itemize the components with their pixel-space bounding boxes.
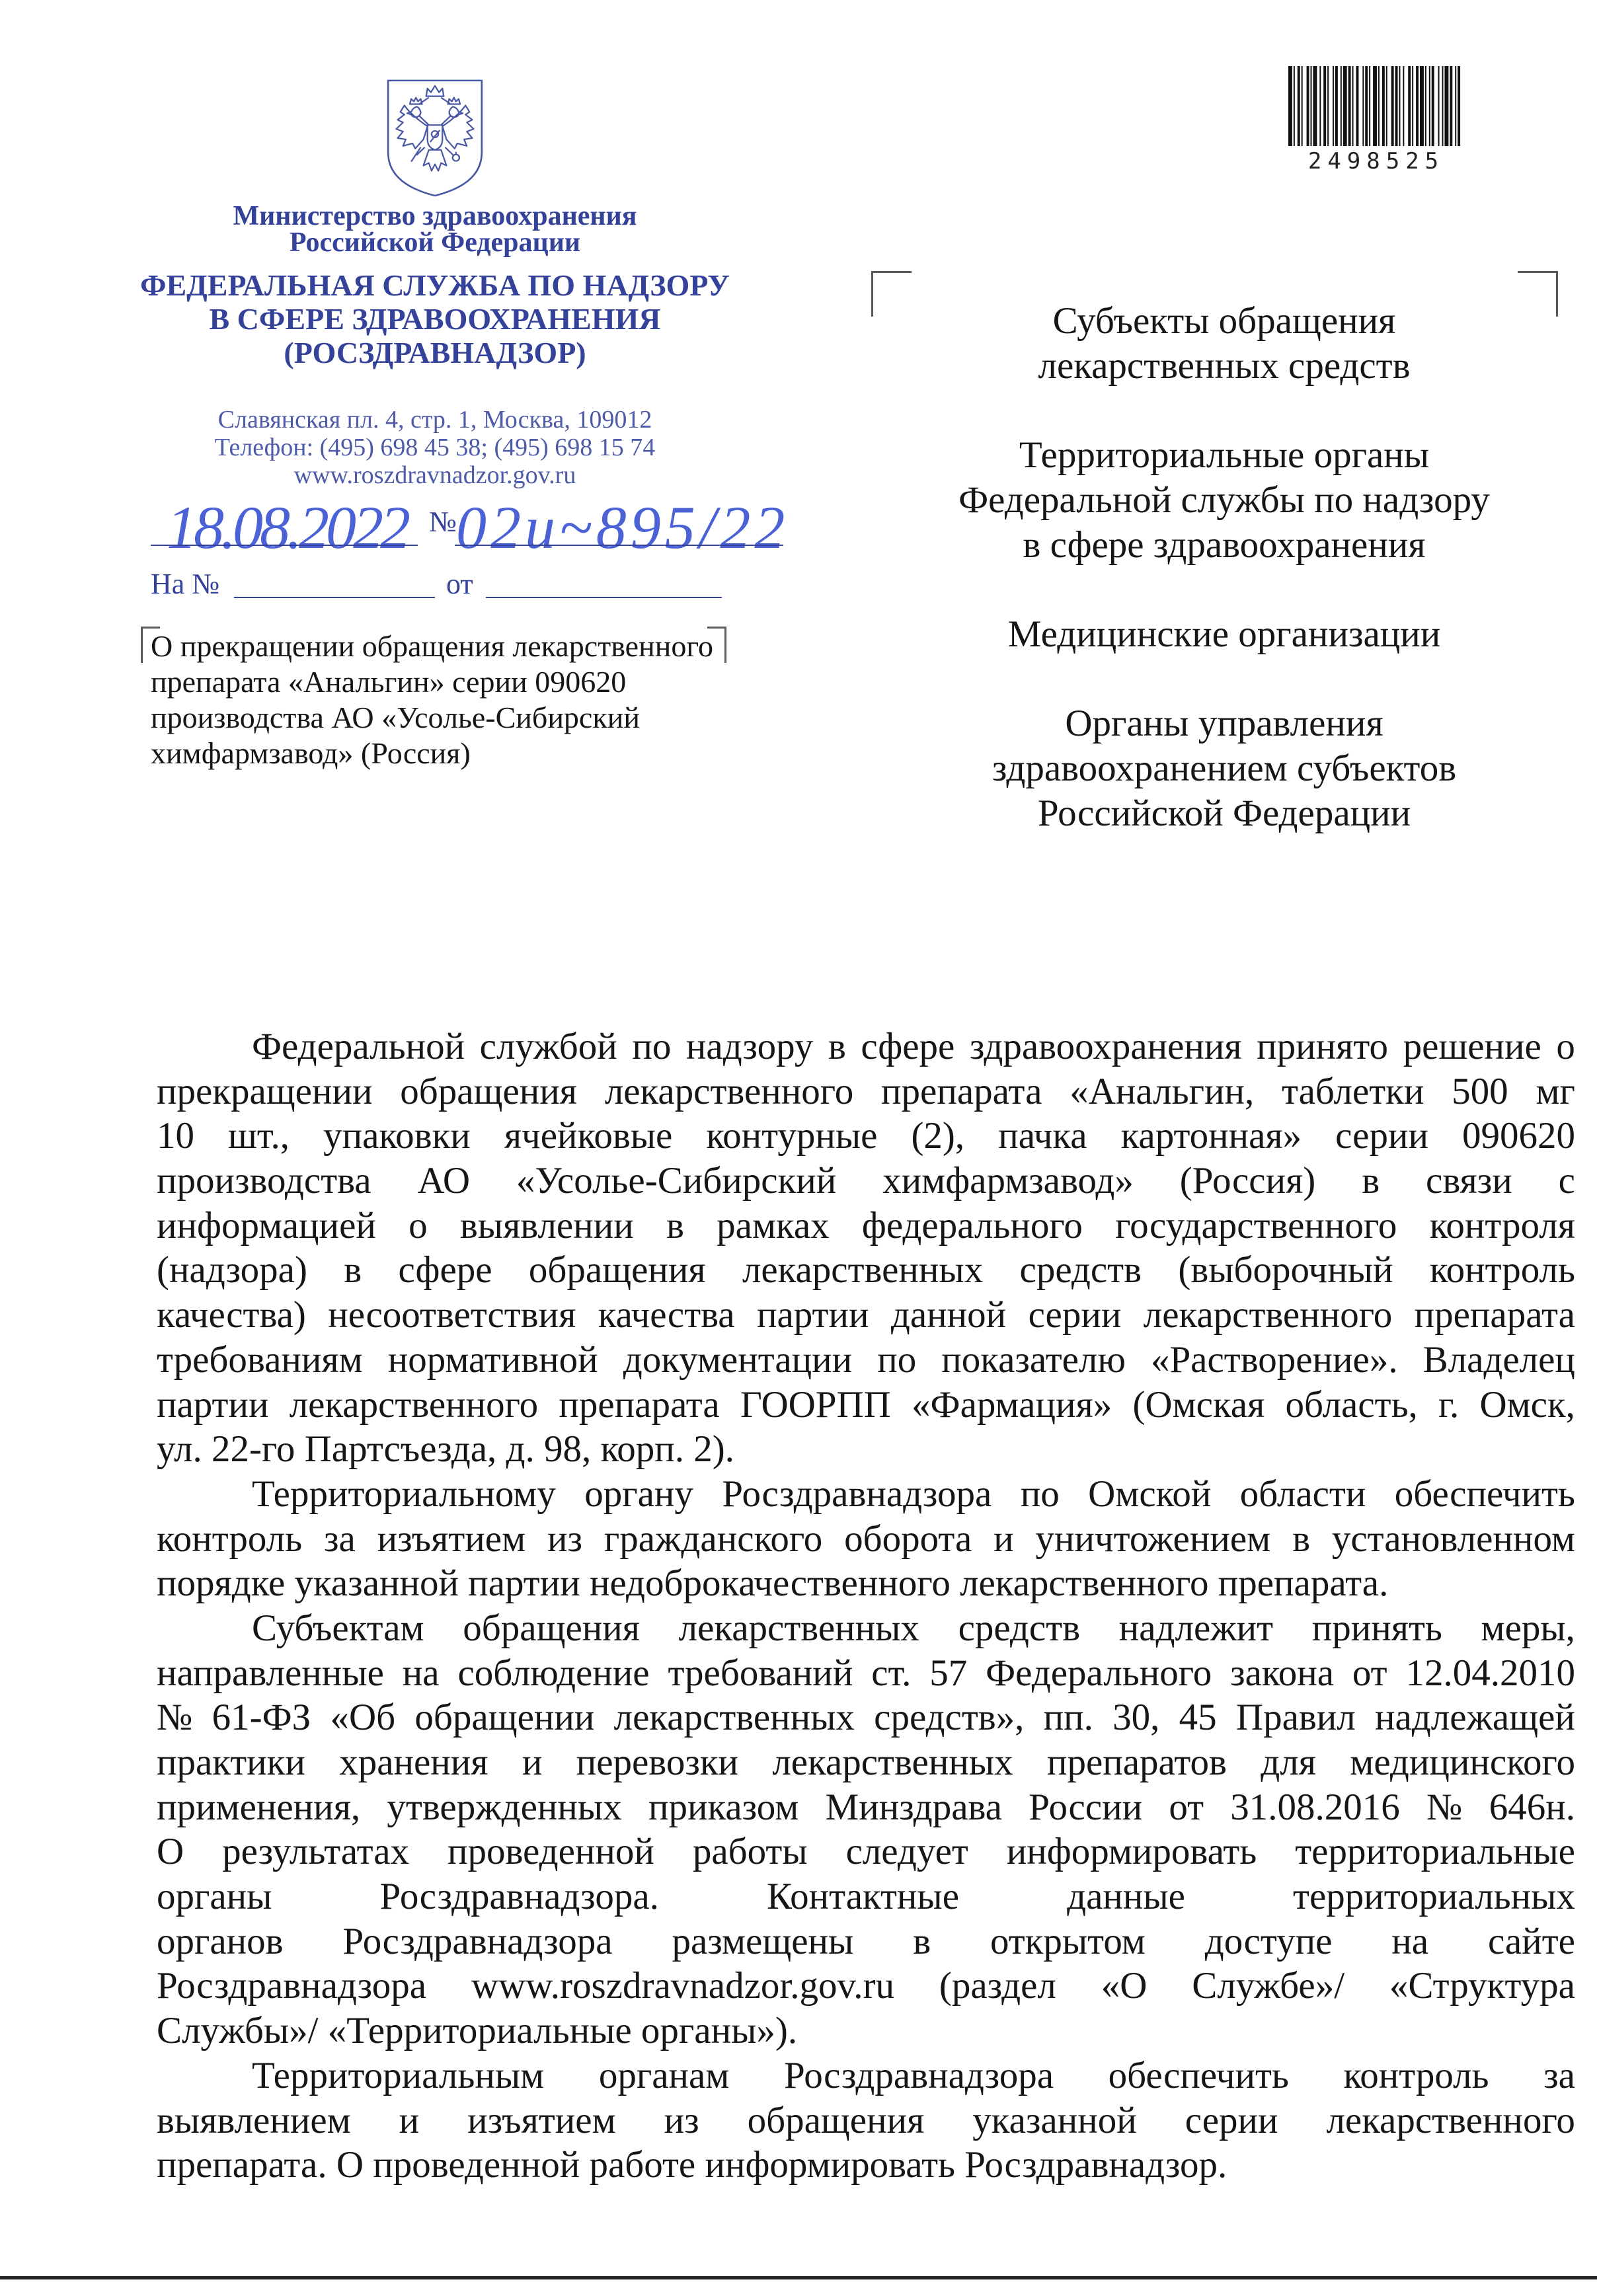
word: лекарственного bbox=[1143, 1294, 1393, 1336]
word: в bbox=[828, 1026, 846, 1067]
word: серии bbox=[1335, 1115, 1428, 1157]
word: лекарственного bbox=[1326, 2099, 1575, 2141]
word: направленные bbox=[157, 1652, 384, 1694]
word: «Фармация» bbox=[912, 1383, 1112, 1426]
barcode-bar bbox=[1395, 66, 1398, 146]
barcode-bar bbox=[1352, 66, 1354, 146]
word: уничтожением bbox=[1035, 1517, 1271, 1560]
scan-edge-line bbox=[0, 2276, 1597, 2279]
word: для bbox=[1261, 1741, 1316, 1783]
word: области bbox=[1239, 1473, 1366, 1515]
word: доступе bbox=[1204, 1920, 1333, 1962]
word: (раздел bbox=[939, 1965, 1056, 2007]
word: территориальные bbox=[1295, 1831, 1575, 1873]
word: препарата bbox=[881, 1070, 1042, 1112]
word: лекарственных bbox=[678, 1607, 919, 1649]
word: и bbox=[993, 1517, 1014, 1560]
barcode-bar bbox=[1442, 66, 1444, 146]
word: практики bbox=[157, 1741, 305, 1783]
body-line bbox=[157, 1964, 1575, 2009]
barcode-bar bbox=[1356, 66, 1358, 146]
word: № bbox=[1426, 1786, 1463, 1828]
word: препарата bbox=[1414, 1294, 1575, 1336]
service-name-line: В СФЕРЕ ЗДРАВООХРАНЕНИЯ bbox=[209, 302, 661, 336]
word: требованиям bbox=[157, 1338, 363, 1381]
word: обеспечить bbox=[1108, 2054, 1289, 2096]
word: за bbox=[1543, 2054, 1575, 2096]
word: Службе»/ bbox=[1192, 1965, 1345, 2007]
barcode-bar bbox=[1420, 66, 1424, 146]
word: о bbox=[409, 1204, 428, 1246]
word: (Омская bbox=[1132, 1383, 1265, 1426]
service-name-line: ФЕДЕРАЛЬНАЯ СЛУЖБА ПО НАДЗОРУ bbox=[139, 268, 730, 302]
word: «Анальгин, bbox=[1070, 1070, 1255, 1112]
reply-number-label: На № bbox=[151, 568, 220, 600]
word: «О bbox=[1101, 1965, 1148, 2007]
barcode-bar bbox=[1399, 66, 1400, 146]
barcode-bar bbox=[1378, 66, 1380, 146]
number-sign: № bbox=[429, 506, 457, 538]
word: пп. bbox=[1043, 1697, 1093, 1739]
word: качества bbox=[598, 1294, 735, 1336]
body-line: Службы»/ «Территориальные органы»). bbox=[157, 2010, 798, 2052]
word: работы bbox=[692, 1831, 808, 1873]
word: на bbox=[402, 1652, 440, 1694]
body-line: порядке указанной партии недоброкачественного лекарственного препарата. bbox=[157, 1562, 1389, 1605]
word: данные bbox=[1067, 1876, 1185, 1918]
word: www.roszdravnadzor.gov.ru bbox=[471, 1965, 894, 2007]
barcode-bar bbox=[1412, 66, 1413, 146]
word: рамках bbox=[717, 1204, 830, 1246]
word: Росздравнадзора bbox=[783, 2054, 1054, 2096]
word: применения, bbox=[157, 1786, 361, 1828]
body-line bbox=[157, 1695, 1575, 1740]
word: средств bbox=[1019, 1249, 1142, 1291]
barcode-bar bbox=[1408, 66, 1411, 146]
word: изъятием bbox=[467, 2099, 616, 2141]
word: препарата bbox=[559, 1383, 720, 1426]
word: лекарственных bbox=[742, 1249, 984, 1291]
word: контурные bbox=[706, 1115, 878, 1157]
word: изъятием bbox=[377, 1517, 526, 1560]
coat-of-arms-icon bbox=[384, 74, 486, 200]
word: обращения bbox=[463, 1607, 640, 1649]
barcode-bar bbox=[1294, 66, 1295, 146]
barcode-number: 2498525 bbox=[1307, 148, 1445, 174]
barcode-bar bbox=[1327, 66, 1329, 146]
subject-line: химфармзавод» (Россия) bbox=[151, 736, 471, 770]
body-line bbox=[157, 1785, 1575, 1830]
subject-line: препарата «Анальгин» серии 090620 bbox=[151, 665, 627, 699]
word: химфармзавод» bbox=[882, 1160, 1134, 1202]
word: лекарственных bbox=[772, 1741, 1013, 1783]
word: картонная» bbox=[1120, 1115, 1302, 1157]
word: перевозки bbox=[576, 1741, 739, 1783]
word: № bbox=[157, 1697, 193, 1739]
body-line bbox=[157, 1338, 1575, 1383]
barcode-bar bbox=[1302, 66, 1303, 146]
word: средств», bbox=[874, 1697, 1025, 1739]
word: 30, bbox=[1112, 1697, 1160, 1739]
barcode-bar bbox=[1341, 66, 1342, 146]
word: принято bbox=[1257, 1026, 1389, 1067]
word: с bbox=[1558, 1160, 1575, 1202]
word: выявлении bbox=[459, 1204, 634, 1246]
barcode-bar bbox=[1382, 66, 1385, 146]
barcode-bar bbox=[1323, 66, 1326, 146]
ministry-name-line: Российской Федерации bbox=[289, 227, 581, 258]
word: указанной bbox=[972, 2099, 1137, 2141]
letter-body bbox=[157, 1024, 1575, 2188]
word: и bbox=[522, 1741, 543, 1783]
word: надзору bbox=[685, 1026, 814, 1067]
word: из bbox=[664, 2099, 699, 2141]
word: г. bbox=[1438, 1383, 1460, 1426]
recipient-line: Органы управления bbox=[1065, 703, 1383, 745]
recipient-line: Территориальные органы bbox=[1019, 434, 1430, 477]
website: www.roszdravnadzor.gov.ru bbox=[293, 461, 576, 489]
body-line: препарата. О проведенной работе информировать Росздравнадзор. bbox=[157, 2144, 1227, 2186]
word: по bbox=[632, 1026, 672, 1067]
word: «Об bbox=[330, 1697, 396, 1739]
word: на bbox=[1391, 1920, 1429, 1962]
word: 10 bbox=[157, 1115, 194, 1157]
barcode-bar bbox=[1455, 66, 1456, 146]
word: соблюдение bbox=[457, 1652, 650, 1694]
barcode-bar bbox=[1373, 66, 1377, 146]
word: решение bbox=[1403, 1026, 1541, 1067]
word: надлежит bbox=[1118, 1607, 1274, 1649]
word: в bbox=[666, 1204, 684, 1246]
word: меры, bbox=[1481, 1607, 1575, 1649]
word: сфере bbox=[861, 1026, 955, 1067]
word: несоответствия bbox=[328, 1294, 576, 1336]
barcode-bar bbox=[1403, 66, 1404, 146]
recipient-line: Субъекты обращения bbox=[1052, 300, 1396, 342]
word: лекарственного bbox=[289, 1383, 539, 1426]
word: связи bbox=[1426, 1160, 1512, 1202]
word: Правил bbox=[1235, 1697, 1356, 1739]
word: серии bbox=[1028, 1294, 1122, 1336]
word: органам bbox=[598, 2054, 730, 2096]
word: прекращении bbox=[157, 1070, 373, 1112]
body-line bbox=[157, 1606, 1575, 1651]
word: 45 bbox=[1179, 1697, 1217, 1739]
word: обеспечить bbox=[1394, 1473, 1575, 1515]
word: мг bbox=[1536, 1070, 1575, 1112]
ministry-name-line: Министерство здравоохранения bbox=[233, 201, 637, 231]
word: Субъектам bbox=[252, 1607, 424, 1649]
barcode-bar bbox=[1313, 66, 1317, 146]
word: препаратов bbox=[1046, 1741, 1227, 1783]
word: «Растворение». bbox=[1150, 1338, 1398, 1381]
body-line: ул. 22-го Партсъезда, д. 98, корп. 2). bbox=[157, 1428, 735, 1471]
recipient-line: Федеральной службы по надзору bbox=[958, 478, 1490, 521]
body-line bbox=[157, 1069, 1575, 1114]
reply-date-label: от bbox=[446, 568, 473, 600]
subject-line: производства АО «Усолье-Сибирский bbox=[151, 701, 640, 734]
barcode-bar bbox=[1288, 66, 1292, 146]
word: надлежащей bbox=[1375, 1697, 1575, 1739]
word: ст. bbox=[871, 1652, 912, 1694]
barcode-bar bbox=[1335, 66, 1338, 146]
word: государственного bbox=[1115, 1204, 1397, 1246]
body-line bbox=[157, 1651, 1575, 1696]
word: лекарственного bbox=[604, 1070, 854, 1112]
word: в bbox=[913, 1920, 931, 1962]
word: следует bbox=[845, 1831, 968, 1873]
word: Контактные bbox=[766, 1876, 960, 1918]
subject-line: О прекращении обращения лекарственного bbox=[151, 629, 714, 663]
handwritten-date: 18.08.2022 bbox=[167, 494, 407, 561]
word: в bbox=[344, 1249, 362, 1291]
barcode-bar bbox=[1386, 66, 1387, 146]
ministry-name bbox=[104, 203, 765, 256]
word: выявлением bbox=[157, 2099, 351, 2141]
phone-numbers: Телефон: (495) 698 45 38; (495) 698 15 74 bbox=[214, 434, 656, 461]
word: обращения bbox=[400, 1070, 578, 1112]
word: таблетки bbox=[1282, 1070, 1424, 1112]
word: Росздравнадзора bbox=[722, 1473, 992, 1515]
word: Росздравнадзора. bbox=[379, 1876, 659, 1918]
word: органов bbox=[157, 1920, 284, 1962]
word: территориальных bbox=[1293, 1876, 1575, 1918]
barcode-bar bbox=[1444, 66, 1448, 146]
word: Росздравнадзора bbox=[342, 1920, 613, 1962]
word: 090620 bbox=[1462, 1115, 1575, 1157]
date-underline bbox=[151, 545, 418, 546]
body-line bbox=[157, 1472, 1575, 1517]
word: ячейковые bbox=[504, 1115, 673, 1157]
barcode-bar bbox=[1307, 66, 1309, 146]
recipient-line: здравоохранением субъектов bbox=[992, 747, 1457, 789]
word: приказом bbox=[648, 1786, 799, 1828]
recipient-group bbox=[886, 612, 1563, 657]
word: информировать bbox=[1006, 1831, 1257, 1873]
word: упаковки bbox=[323, 1115, 471, 1157]
contact-block bbox=[104, 406, 765, 489]
barcode-bar bbox=[1333, 66, 1334, 146]
word: открытом bbox=[990, 1920, 1146, 1962]
word: за bbox=[323, 1517, 356, 1560]
recipient-group bbox=[886, 433, 1563, 567]
word: (выборочный bbox=[1178, 1249, 1393, 1291]
word: средств bbox=[958, 1607, 1081, 1649]
word: обращения bbox=[747, 2099, 925, 2141]
word: проведенной bbox=[447, 1831, 654, 1873]
word: 646н. bbox=[1489, 1786, 1575, 1828]
word: установленном bbox=[1331, 1517, 1575, 1560]
word: Территориальному bbox=[252, 1473, 556, 1515]
word: в bbox=[1292, 1517, 1310, 1560]
recipients-block bbox=[886, 299, 1563, 880]
barcode bbox=[1288, 66, 1464, 146]
word: из bbox=[547, 1517, 583, 1560]
word: партии bbox=[157, 1383, 269, 1426]
word: нормативной bbox=[387, 1338, 598, 1381]
word: оборота bbox=[844, 1517, 972, 1560]
word: партии bbox=[756, 1294, 869, 1336]
word: утвержденных bbox=[387, 1786, 622, 1828]
word: серии bbox=[1185, 2099, 1278, 2141]
body-paragraph bbox=[157, 1024, 1575, 1472]
barcode-bar bbox=[1425, 66, 1426, 146]
body-line bbox=[157, 1517, 1575, 1562]
recipient-line: Медицинские организации bbox=[1007, 613, 1441, 655]
word: и bbox=[399, 2099, 420, 2141]
word: (Россия) bbox=[1179, 1160, 1316, 1202]
barcode-bar bbox=[1365, 66, 1368, 146]
reply-date-field bbox=[486, 597, 722, 598]
word: принять bbox=[1311, 1607, 1442, 1649]
word: Минздрава bbox=[825, 1786, 1002, 1828]
word: шт., bbox=[228, 1115, 290, 1157]
body-paragraph bbox=[157, 2053, 1575, 2188]
barcode-bar bbox=[1432, 66, 1434, 146]
word: медицинского bbox=[1350, 1741, 1575, 1783]
word: органы bbox=[157, 1876, 272, 1918]
word: о bbox=[1556, 1026, 1575, 1067]
recipient-line: в сфере здравоохранения bbox=[1023, 523, 1426, 566]
body-paragraph bbox=[157, 1606, 1575, 2053]
word: Территориальным bbox=[252, 2054, 545, 2096]
body-line bbox=[157, 1248, 1575, 1293]
barcode-bar bbox=[1348, 66, 1351, 146]
body-line bbox=[157, 1829, 1575, 1874]
word: по bbox=[1020, 1473, 1060, 1515]
word: качества) bbox=[157, 1294, 306, 1336]
word: контроля bbox=[1429, 1204, 1575, 1246]
word: информацией bbox=[157, 1204, 376, 1246]
word: хранения bbox=[339, 1741, 488, 1783]
word: результатах bbox=[222, 1831, 410, 1873]
word: (2), bbox=[911, 1115, 965, 1157]
barcode-bar bbox=[1319, 66, 1321, 146]
barcode-bar bbox=[1416, 66, 1419, 146]
word: требований bbox=[668, 1652, 853, 1694]
word: «Структура bbox=[1389, 1965, 1575, 2007]
word: Федерального bbox=[986, 1652, 1212, 1694]
barcode-bar bbox=[1369, 66, 1370, 146]
word: Федеральной bbox=[252, 1026, 465, 1067]
letter-subject bbox=[151, 629, 713, 771]
recipient-group bbox=[886, 701, 1563, 835]
word: 31.08.2016 bbox=[1230, 1786, 1400, 1828]
barcode-bar bbox=[1343, 66, 1347, 146]
word: федерального bbox=[861, 1204, 1083, 1246]
word: АО bbox=[417, 1160, 470, 1202]
barcode-bar bbox=[1438, 66, 1440, 146]
word: 61-ФЗ bbox=[212, 1697, 311, 1739]
recipient-line: лекарственных средств bbox=[1038, 344, 1411, 387]
word: Владелец bbox=[1422, 1338, 1575, 1381]
word: 57 bbox=[929, 1652, 968, 1694]
word: контроль bbox=[1343, 2054, 1489, 2096]
word: от bbox=[1169, 1786, 1204, 1828]
body-line bbox=[157, 1024, 1575, 1069]
word: обращении bbox=[414, 1697, 595, 1739]
word: контроль bbox=[1429, 1249, 1575, 1291]
recipient-group bbox=[886, 299, 1563, 388]
word: Росздравнадзора bbox=[157, 1965, 427, 2007]
word: производства bbox=[157, 1160, 371, 1202]
barcode-bar bbox=[1458, 66, 1460, 146]
word: лекарственных bbox=[613, 1697, 855, 1739]
body-paragraph bbox=[157, 1472, 1575, 1606]
barcode-bar bbox=[1362, 66, 1364, 146]
barcode-bar bbox=[1450, 66, 1452, 146]
word: сфере bbox=[398, 1249, 492, 1291]
handwritten-outgoing-number: 02и~895/22 bbox=[456, 494, 789, 561]
body-line bbox=[157, 2053, 1575, 2098]
word: «Усолье-Сибирский bbox=[516, 1160, 837, 1202]
word: от bbox=[1352, 1652, 1387, 1694]
barcode-bar bbox=[1429, 66, 1430, 146]
word: О bbox=[157, 1831, 184, 1873]
word: здравоохранения bbox=[969, 1026, 1242, 1067]
word: России bbox=[1029, 1786, 1143, 1828]
word: в bbox=[1362, 1160, 1380, 1202]
body-line bbox=[157, 2098, 1575, 2143]
service-name bbox=[104, 268, 765, 369]
barcode-bar bbox=[1391, 66, 1394, 146]
word: закона bbox=[1230, 1652, 1335, 1694]
word: пачка bbox=[998, 1115, 1087, 1157]
number-underline bbox=[455, 545, 783, 546]
reply-number-field bbox=[234, 597, 435, 598]
word: обращения bbox=[528, 1249, 706, 1291]
word: показателю bbox=[941, 1338, 1126, 1381]
word: 500 bbox=[1452, 1070, 1508, 1112]
word: область, bbox=[1285, 1383, 1418, 1426]
word: гражданского bbox=[604, 1517, 823, 1560]
service-name-line: (РОСЗДРАВНАДЗОР) bbox=[284, 336, 586, 369]
word: ГООРПП bbox=[740, 1383, 891, 1426]
word: размещены bbox=[672, 1920, 854, 1962]
body-line bbox=[157, 1204, 1575, 1248]
body-line bbox=[157, 1114, 1575, 1159]
word: документации bbox=[623, 1338, 853, 1381]
recipient-line: Российской Федерации bbox=[1037, 792, 1411, 834]
word: (надзора) bbox=[157, 1249, 307, 1291]
barcode-bar bbox=[1311, 66, 1312, 146]
word: по bbox=[877, 1338, 917, 1381]
word: данной bbox=[890, 1294, 1007, 1336]
barcode-bar bbox=[1298, 66, 1300, 146]
word: Омской bbox=[1088, 1473, 1212, 1515]
word: службой bbox=[479, 1026, 617, 1067]
body-line bbox=[157, 1874, 1575, 1919]
body-line bbox=[157, 1919, 1575, 1964]
body-line bbox=[157, 1159, 1575, 1204]
body-line bbox=[157, 1383, 1575, 1428]
word: сайте bbox=[1487, 1920, 1575, 1962]
word: органу bbox=[584, 1473, 693, 1515]
word: контроль bbox=[157, 1517, 303, 1560]
postal-address: Славянская пл. 4, стр. 1, Москва, 109012 bbox=[217, 406, 652, 434]
body-line bbox=[157, 1293, 1575, 1338]
body-line bbox=[157, 1740, 1575, 1785]
word: 12.04.2010 bbox=[1405, 1652, 1575, 1694]
word: Омск, bbox=[1479, 1383, 1575, 1426]
